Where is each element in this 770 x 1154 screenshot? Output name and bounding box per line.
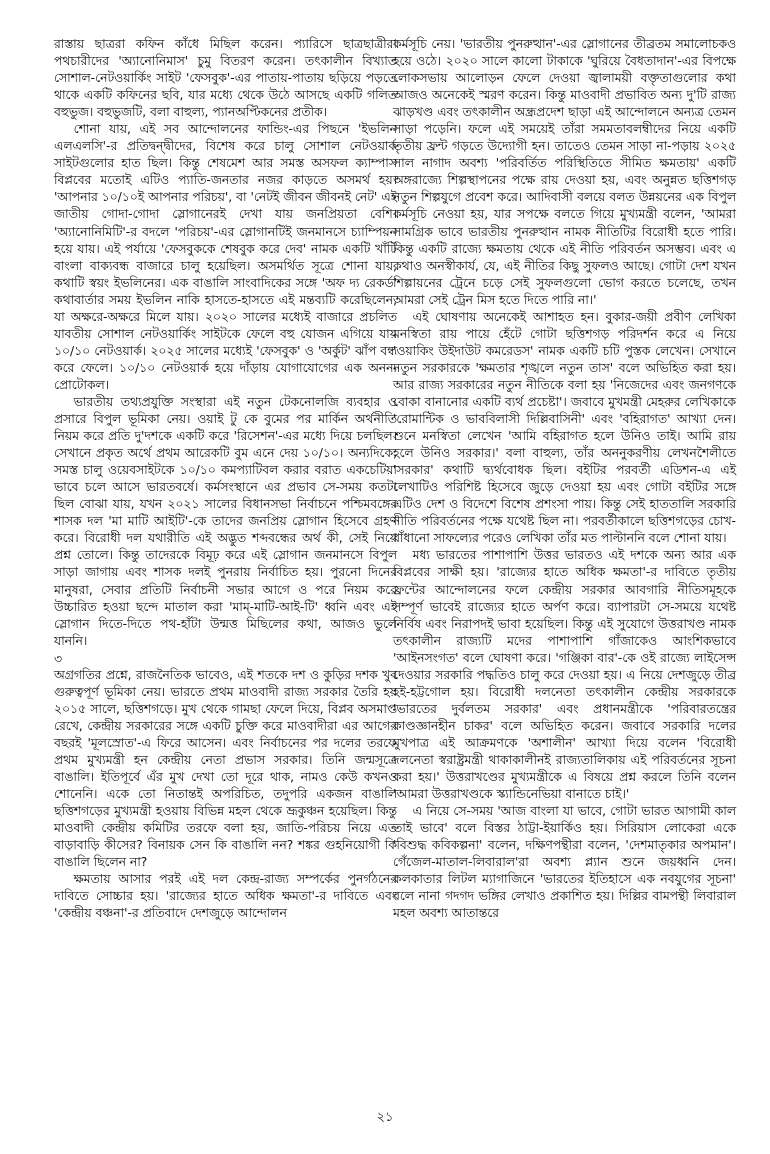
paragraph: ক্ষমতায় আসার পরই এই দল কেন্দ্র-রাজ্য সম্পর্কের পুনর্গঠনের দাবিতে সোচ্চার হয়। 'রাজ্যের হাতে অধিক ক্ষমতা'-র দাবিতে এবং 'কেন্দ্রীয় বঞ্চনা'-র প্রতিবাদে দেশজুড়ে আন্দোলন: [54, 872, 397, 921]
paragraph: অগ্রগতির প্রশ্নে, রাজনৈতিক ভাবেও, এই শতকে দশ ও কুড়ির দশক খুব গুরুত্বপূর্ণ ভূমিকা নেয়। ভারতে প্রথম মাওবাদী রাজ্য সরকার তৈরি হয় ২০১৫ সালে, ছত্তিশগড়ে। মুখ থেকে গামছা ফেলে দিয়ে, বিপ্লব অসমাপ্ত রেখে, কেন্দ্রীয় সরকারের সঙ্গে একটি চুক্তি করে মাওবাদীরা এর আগের বছরই 'মূলস্রোত'-এ ফিরে আসেন। এবং নির্বাচনের পর দলের তরফে প্রথম মুখ্যমন্ত্রী হন কেন্দ্রীয় নেতা প্রভাস সরকার। তিনি জন্মসূত্রে বাঙালি। ইতিপূর্বে এঁর মুখ দেখা তো দূরে থাক, নামও কেউ কখনও শোনেনি। একে তো নিতান্তই অপরিচিত, তদুপরি একজন বাঙালি ছত্তিশগড়ের মুখ্যমন্ত্রী হওয়ায় বিভিন্ন মহল থেকে ভ্রূকুঞ্চন হয়েছিল। কিন্তু মাওবাদী কেন্দ্রীয় কমিটির তরফে বলা হয়, জাতি-পরিচয় নিয়ে এত বাড়াবাড়ি কীসের? বিনায়ক সেন কি বাঙালি নন? শঙ্কর গুহনিয়োগী কি বাঙালি ছিলেন না?: [54, 667, 397, 870]
paragraph: মধ্য ভারতের পাশাপাশি উত্তর ভারতও এই দশকে অন্য আর এক বিপ্লবের সাক্ষী হয়। 'রাজ্যের হাতে অধিক ক্ষমতা'-র দাবিতে তৃতীয় ফ্রন্টের আন্দোলনের ফলে কেন্দ্রীয় সরকার আবগারি নীতিসমূহকে সম্পূর্ণ ভাবেই রাজ্যের হাতে অর্পণ করে। ব্যাপারটা সে-সময়ে যথেষ্ট নির্বিষ এবং নিরাপদই ভাবা হয়েছিল। কিন্তু এই সুযোগে উত্তরাখণ্ড নামক তৎকালীন রাজ্যটি মদের পাশাপাশি গাঁজাকেও আংশিকভাবে 'আইনসংগত' বলে ঘোষণা করে। 'গঞ্জিকা বার'-কে ওই রাজ্যে লাইসেন্স দেওয়ার সরকারি পদ্ধতিও চালু করে দেওয়া হয়। এ নিয়ে দেশজুড়ে তীব্র হই-হট্টগোল হয়। বিরোধী দলনেতা তৎকালীন কেন্দ্রীয় সরকারকে 'ভারতের দুর্বলতম সরকার' এবং প্রধানমন্ত্রীকে 'পরিবারতন্ত্রের কাণ্ডজ্ঞানহীন চাকর' বলে অভিহিত করেন। জবাবে সরকারি দলের মুখপাত্র এই আক্রমণকে 'অশালীন' আখ্যা দিয়ে বলেন 'বিরোধী দলনেতা স্বরাষ্ট্রমন্ত্রী থাকাকালীনই রাজ্যতালিকায় এই পরিবর্তনের সূচনা করা হয়।' উত্তরাখণ্ডের মুখ্যমন্ত্রীকে এ বিষয়ে প্রশ্ন করলে তিনি বলেন 'আমরা উত্তরাখণ্ডকে স্ক্যান্ডিনেভিয়া বানাতে চাই।': [393, 548, 736, 802]
left-column: [54, 36, 397, 922]
paragraph: কর্মসূচি নেয়। 'ভারতীয় পুনরুত্থান'-এর স্লোগানের তীব্রতম সমালোচকও হয়ে ওঠে। ২০২০ সালে কালো টাকাকে 'ঘুরিয়ে বৈধতাদান'-এর বিপক্ষে লোকসভায় আলোড়ন ফেলে দেওয়া জ্বালাময়ী বক্তৃতাগুলোর কথা আজও অনেকেই স্মরণ করেন। কিন্তু মাওবাদী প্রভাবিত অন্য দু'টি রাজ্য ঝাড়খণ্ড এবং তৎকালীন অন্ধ্রপ্রদেশ ছাড়া এই আন্দোলনে অন্যত্র তেমন সাড়া পড়েনি। ফলে এই সময়েই তাঁরা সমমতাবলম্বীদের নিয়ে একটি তৃতীয় ফ্রন্ট গড়তে উদ্যোগী হন। তাতেও তেমন সাড়া না-পড়ায় ২০২৫ সাল নাগাদ অবশ্য 'পরিবর্তিত পরিস্থিতিতে সীমিত ক্ষমতায়' একটি অঙ্গরাজ্যে শিল্পস্থাপনের পক্ষে রায় দেওয়া হয়, এবং অনুন্নত ছত্তিশগড় নতুন শিল্পযুগে প্রবেশ করে। আদিবাসী বলয়ে বলত উন্নয়নের এক বিপুল কর্মসূচি নেওয়া হয়, যার সপক্ষে বলতে গিয়ে মুখ্যমন্ত্রী বলেন, 'আমরা সামগ্রিক ভাবে ভারতীয় পুনরুত্থান নামক নীতিটির বিরোধী হতে পারি। কিন্তু একটি রাজ্যে ক্ষমতায় থেকে এই নীতি পরিবর্তন অসম্ভব। এবং এ কথাও অনস্বীকার্য, যে, এই নীতির কিছু সুফলও আছে। গোটা দেশ যখন শিল্পায়নের ট্রেনে চড়ে সেই সুফলগুলো ভোগ করতে চলেছে, তখন আমরা সেই ট্রেন মিস হতে দিতে পারি না।': [393, 37, 736, 307]
paragraph: এ নিয়ে সে-সময় 'আজ বাংলা যা ভাবে, গোটা ভারত আগামী কাল তাই ভাবে' বলে বিস্তর ঠাট্টা-ইয়ার্কিও হয়। সিরিয়াস লোকেরা একে 'বিশুদ্ধ কবিকল্পনা' বলেন, দক্ষিণপন্থীরা বলেন, 'দেশমাতৃকার অপমান'। গেঁজেল-মাতাল-লিবারাল'রা অবশ্য প্ল্যান শুনে জয়ধ্বনি দেন। কলকাতার লিটল ম্যাগাজিনে 'ভারতের ইতিহাসে এক নবযুগের সূচনা' বলে নানা গদগদ ভঙ্গির লেখাও প্রকাশিত হয়। দিল্লির বামপন্থী লিবারাল মহল অবশ্য আতান্তরে: [393, 804, 736, 921]
section-number: ৩: [54, 650, 63, 666]
paragraph: রাস্তায় ছাত্ররা কফিন কাঁধে মিছিল করেন। প্যারিসে ছাত্রছাত্রীরা পথচারীদের 'অ্যানোনিমাস' চুমু বিতরণ করেন। তৎকালীন বিখ্যাত সোশাল-নেটওয়ার্কিং সাইট 'ফেসবুক'-এর পাতায়-পাতায় ছড়িয়ে পড়তে থাকে একটি কফিনের ছবি, যার মধ্যে থেকে উঠে আসছে একটি গলিত বহুভুজ। বহুভুজটি, বলা বাহুল্য, প্যানঅপ্টিকনের প্রতীক।: [54, 37, 397, 120]
paragraph: ভারতীয় তথ্যপ্রযুক্তি সংস্থারা এই নতুন টেকনোলজি ব্যবহার ও প্রসারে বিপুল ভূমিকা নেয়। ওয়াই টু কে বুমের পর মার্কিন অর্থনীতি নিয়ম করে প্রতি দু'দশকে একটি করে 'রিসেশন'-এর মধ্যে দিয়ে চলছিল। সেখানে প্রকৃত অর্থে প্রথম আরেকটি বুম এনে দেয় ১০/১০। অন্যদিকে, সমস্ত চালু ওয়েবসাইটকে ১০/১০ কমপ্যাটিবল করার বরাত একচেটিয়া ভাবে চলে আসে ভারতবর্ষে। কর্মসংস্থানে এর প্রভাব সে-সময় কতটা ছিল বোঝা যায়, যখন ২০২১ সালের বিধানসভা নির্বাচনে পশ্চিমবঙ্গের শাসক দল 'মা মাটি আইটি'-কে তাদের জনপ্রিয় স্লোগান হিসেবে গ্রহণ করে। বিরোধী দল যথারীতি এই অদ্ভুত শব্দবন্ধের অর্থ কী, সেই নিয়ে প্রশ্ন তোলে। কিন্তু তাদেরকে বিমূঢ় করে এই স্লোগান জনমানসে বিপুল সাড়া জাগায় এবং শাসক দলই পুনরায় নির্বাচিত হয়। পুরনো দিনের মানুষরা, সেবার প্রতিটি নির্বাচনী সভার আগে ও পরে নিয়ম করে উচ্চারিত হওয়া ছন্দে মাতাল করা 'মাম্-মাটি-আই-টি' ধ্বনি এবং এই স্লোগান দিতে-দিতে পথ-হাঁটা উন্মত্ত মিছিলের কথা, আজও ভুলে যাননি।: [54, 394, 397, 648]
page-number: ২১: [376, 1110, 394, 1125]
paragraph: শোনা যায়, এই সব আন্দোলনের ফান্ডিং-এর পিছনে 'ইভলিন এলএলসি'-র প্রতিদ্বন্দ্বীদের, বিশেষ করে চালু সোশাল নেটওয়ার্ক সাইটগুলোর হাত ছিল। কিন্তু শেষমেশ আর সমস্ত অসফল ক্যাম্পাস বিপ্লবের মতোই এটিও প্যাতি-জনতার নজর কাড়তে অসমর্থ হয়। 'আপনার ১০/১০ই আপনার পরিচয়', বা 'নেটই জীবন জীবনই নেট' এই জাতীয় গোদা-গোদা স্লোগানেরই দেখা যায় জনপ্রিয়তা বেশি। 'অ্যানোনিমিটি'-র বদলে 'পরিচয়'-এর স্লোগানটিই জনমানসে চ্যাম্পিয়ন হয়ে যায়। এই পর্যায়ে 'ফেসবুককে শেষবুক করে দেব' নামক একটি খাঁটি বাংলা বাক্যবন্ধ বাজারে চালু হয়েছিল। অসমর্থিত সূত্রে শোনা যায়, কথাটি স্বয়ং ইভলিনের। এক বাঙালি সাংবাদিকের সঙ্গে 'অফ দ্য রেকর্ড' কথাবার্তার সময় ইভলিন নাকি হাসতে-হাসতে এই মন্তব্যটি করেছিলেন, যা অক্ষরে-অক্ষরে মিলে যায়। ২০২০ সালের মধ্যেই বাজারে প্রচলিত যাবতীয় সোশাল নেটওয়ার্কিং সাইটকে ফেলে বহু যোজন এগিয়ে যায় ১০/১০ নেটওয়ার্ক। ২০২৫ সালের মধ্যেই 'ফেসবুক' ও 'অর্কুট' ঝাঁপ বন্ধ করে ফেলে। ১০/১০ নেটওয়ার্ক হয়ে দাঁড়ায় যোগাযোগের এক অনন্য প্রোটোকল।: [54, 122, 397, 392]
right-column: [393, 36, 736, 922]
paragraph: এই ঘোষণায় অনেকেই আশাহত হন। বুকার-জয়ী প্রবীণ লেখিকা মনস্বিতা রায় পায়ে হেঁটে গোটা ছত্তিশগড় পরিদর্শন করে এ নিয়ে 'ওয়াকিং উইদাউট কমরেডস' নামক একটি চটি পুস্তক লেখেন। সেখানে নতুন সরকারকে 'ক্ষমতার শৃঙ্খলে নতুন তাস' বলে অভিহিত করা হয়। আর রাজ্য সরকারের নতুন নীতিকে বলা হয় 'নিজেদের এবং জনগণকে বোকা বানানোর একটি ব্যর্থ প্রচেষ্টা'। জবাবে মুখমন্ত্রী মেহরুর লেখিকাকে 'রোমান্টিক ও ভাববিলাসী দিল্লিবাসিনী' এবং 'বহিরাগত' আখ্যা দেন। শুনে মনস্বিতা লেখেন 'আমি বহিরাগত হলে উনিও তাই। আমি রায় হলে উনিও সরকার।' বলা বাহুল্য, তাঁর অননুকরণীয় লেখনশৈলীতে 'সরকার' কথাটি দ্ব্যর্থবোধক ছিল। বইটির পরবর্তী এডিশন-এ এই লেখাটিও পরিশিষ্ট হিসেবে জুড়ে দেওয়া হয় এবং গোটা বইটির সঙ্গে এটিও দেশ ও বিদেশে বিশেষ প্রশংসা পায়। কিন্তু সেই হাততালি সরকারি নীতি পরিবর্তনের পক্ষে যথেষ্ট ছিল না। পরবর্তীকালে ছত্তিশগড়ের চোখ-ধাঁধানো সাফল্যের পরেও লেখিকা তাঁর মত পাল্টাননি বলে শোনা যায়।: [393, 309, 736, 546]
